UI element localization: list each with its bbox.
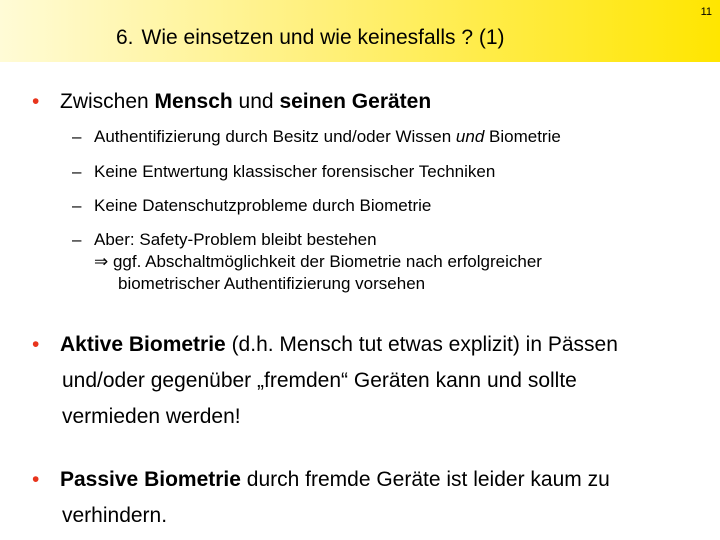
bullet-marker: • <box>32 333 40 356</box>
sub-item-forensik <box>72 162 495 182</box>
bullet-bold-passive: Passive Biometrie <box>60 468 241 491</box>
sub-item-italic: und <box>455 127 485 146</box>
bullet-prefix: Zwischen <box>60 90 155 113</box>
bullet-line <box>32 327 702 363</box>
bullet-bold-aktive: Aktive Biometrie <box>60 333 226 356</box>
bullet-passive-biometrie <box>32 462 702 534</box>
title-text: Wie einsetzen und wie keinesfalls ? (1) <box>141 26 505 49</box>
slide-title <box>116 26 505 50</box>
bullet-line: verhindern. <box>62 504 168 527</box>
bullet-text: (d.h. Mensch tut etwas explizit) in Pässen <box>225 333 618 356</box>
bullet-bold-geraete: seinen Geräten <box>279 90 432 113</box>
title-number: 6. <box>116 26 134 49</box>
sub-item-authentifizierung <box>72 127 561 147</box>
sub-item-text-end: Biometrie <box>484 127 561 146</box>
bullet-aktive-biometrie <box>32 327 702 435</box>
dash-marker: – <box>72 230 82 249</box>
bullet-marker: • <box>32 468 40 491</box>
sub-item-safety-line2: ⇒ ggf. Abschaltmöglichkeit der Biometrie nach erfolgreicher <box>94 252 542 271</box>
bullet-mid: und <box>232 90 280 113</box>
dash-marker: – <box>72 162 82 181</box>
dash-marker: – <box>72 127 82 146</box>
sub-item-text: Authentifizierung durch Besitz und/oder Wissen <box>94 127 456 146</box>
bullet-bold-mensch: Mensch <box>154 90 233 113</box>
dash-marker: – <box>72 196 82 215</box>
bullet-line <box>32 462 702 498</box>
bullet-marker: • <box>32 90 40 113</box>
sub-item-text: Aber: Safety-Problem bleibt bestehen <box>94 230 377 249</box>
sub-item-text: Keine Datenschutzprobleme durch Biometrie <box>94 196 432 215</box>
sub-item-datenschutz <box>72 196 431 216</box>
sub-item-safety-line3: biometrischer Authentifizierung vorsehen <box>118 274 426 293</box>
bullet-text: durch fremde Geräte ist leider kaum zu <box>240 468 610 491</box>
bullet-line: und/oder gegenüber „fremden“ Geräten kann und sollte <box>62 369 577 392</box>
bullet-mensch-geraete <box>32 90 431 114</box>
sub-item-safety <box>72 230 377 250</box>
sub-item-text: Keine Entwertung klassischer forensischer Techniken <box>94 162 496 181</box>
page-number: 11 <box>700 6 712 18</box>
bullet-line: vermieden werden! <box>62 405 241 428</box>
